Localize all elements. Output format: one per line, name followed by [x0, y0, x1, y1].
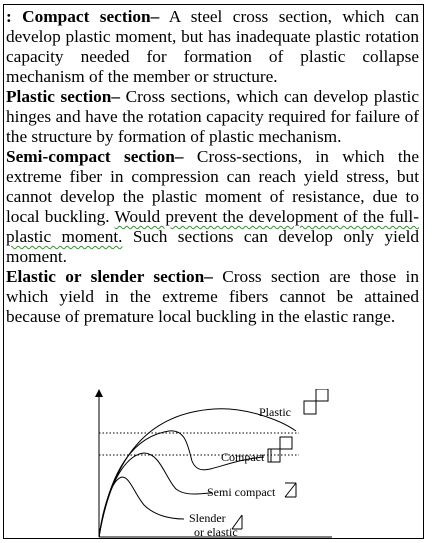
term-plastic: Plastic section– — [6, 87, 121, 106]
term-slender: Elastic or slender section– — [6, 267, 213, 286]
grammar-squiggle-text[interactable]: Would prevent the development of the full-plastic moment. — [6, 207, 419, 246]
semi-compact-stress-block-icon — [285, 483, 296, 497]
compact-curve — [99, 431, 264, 537]
definition-semi-compact — [6, 147, 419, 267]
term-semi-compact: Semi-compact section– — [6, 147, 184, 166]
definition-slender — [6, 267, 419, 327]
label-slender-line1: Slender — [189, 511, 226, 525]
label-semi-compact: Semi compact — [207, 485, 276, 499]
definitions-text — [6, 7, 419, 327]
definition-compact — [6, 7, 419, 87]
plastic-stress-block-icon — [304, 389, 328, 414]
label-slender-line2: or elastic — [194, 525, 238, 539]
moment-rotation-diagram — [74, 389, 334, 539]
definition-compact-body: A steel cross section, which can develop plastic moment, but has inadequate plastic rotation capacity needed for formation of plastic collapse mechanism of the member or structure. — [6, 7, 419, 86]
term-compact: : Compact section– — [6, 7, 160, 26]
definition-plastic — [6, 87, 419, 147]
moment-rotation-figure — [74, 389, 334, 539]
definition-plastic-body: Cross sections, which can develop plastic hinges and have the rotation capacity required for failure of the structure by formation of plastic mechanism. — [6, 87, 419, 146]
document-page — [3, 4, 424, 539]
definition-semi-compact-body-end: Such sections can develop only yield moment. — [6, 227, 420, 266]
label-plastic: Plastic — [259, 405, 291, 419]
compact-stress-block-icon — [268, 437, 292, 462]
definition-semi-compact-body: Cross-sections, in which the extreme fiber in compression can reach yield stress, but cannot develop the plastic moment of resistance, due to local buckling. — [6, 147, 419, 226]
definition-slender-body: Cross section are those in which yield in the extreme fibers cannot be attained because of premature local buckling in the elastic range. — [6, 267, 419, 326]
label-compact: Compact — [221, 450, 265, 464]
